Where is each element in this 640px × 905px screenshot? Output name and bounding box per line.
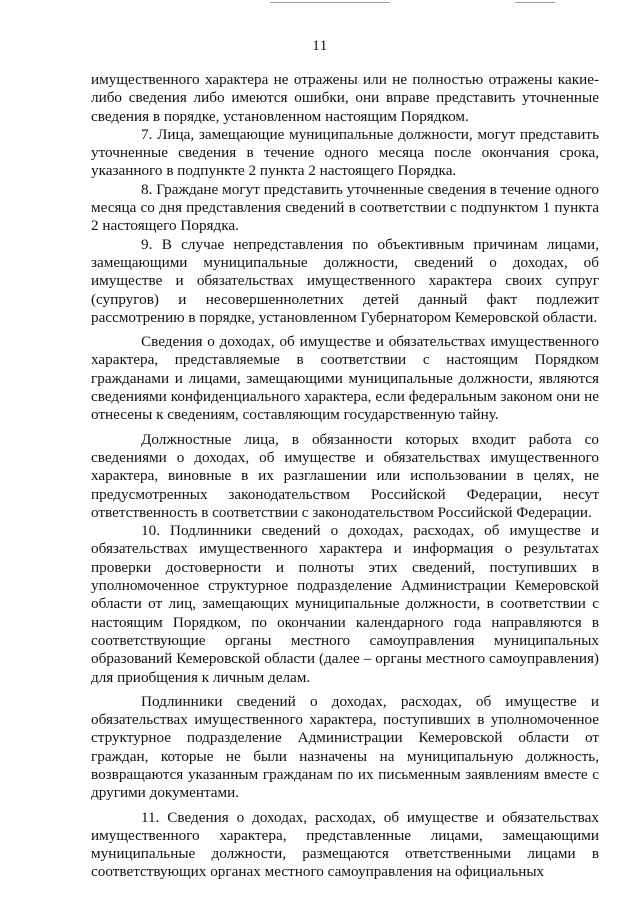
paragraph-11: 11. Сведения о доходах, расходах, об имуществе и обязательствах имущественного характера, представленные лицами, замещающими муниципальные должности, размещаются ответственными лицами в соответствующих органах местного самоуправления на официальных (91, 808, 599, 881)
paragraph-9-responsibility: Должностные лица, в обязанности которых входит работа со сведениями о доходах, об имуществе и обязательствах имущественного характера, виновные в их разглашении или использовании в целях, не предусмотренных законодательством Российской Федерации, несут ответственность в соответствии с законодательством Российской Федерации. (91, 430, 599, 521)
scan-edge-mark (270, 2, 390, 3)
paragraph-7: 7. Лица, замещающие муниципальные должности, могут представить уточненные сведения в течение одного месяца после окончания срока, указанного в подпункте 2 пункта 2 настоящего Порядка. (91, 125, 599, 180)
document-body (91, 71, 599, 882)
scan-edge-marks (0, 0, 640, 6)
page-number: 11 (312, 38, 328, 54)
paragraph-8: 8. Граждане могут представить уточненные сведения в течение одного месяца со дня представления сведений в соответствии с подпунктом 1 пункта 2 настоящего Порядка. (91, 180, 599, 235)
paragraph-9-confidential: Сведения о доходах, об имуществе и обязательствах имущественного характера, представляемые в соответствии с настоящим Порядком гражданами и лицами, замещающими муниципальные должности, являются сведениями конфиденциального характера, если федеральным законом они не отнесены к сведениям, составляющим государственную тайну. (91, 333, 599, 424)
paragraph-9: 9. В случае непредставления по объективным причинам лицами, замещающими муниципальные должности, сведений о доходах, об имуществе и обязательствах имущественного характера своих супруг (супругов) и несовершеннолетних детей данный факт подлежит рассмотрению в порядке, установленном Губернатором Кемеровской области. (91, 235, 599, 326)
scan-edge-mark (515, 2, 555, 3)
paragraph-10-originals: Подлинники сведений о доходах, расходах, об имуществе и обязательствах имущественного характера, поступивших в уполномоченное структурное подразделение Администрации Кемеровской области от граждан, которые не были назначены на муниципальную должность, возвращаются указанным гражданам по их письменным заявлениям вместе с другими документами. (91, 692, 599, 802)
paragraph-continued: имущественного характера не отражены или не полностью отражены какие-либо сведения либо имеются ошибки, они вправе представить уточненные сведения в порядке, установленном настоящим Порядком. (91, 71, 599, 125)
paragraph-10: 10. Подлинники сведений о доходах, расходах, об имуществе и обязательствах имущественного характера и информация о результатах проверки достоверности и полноты этих сведений, поступивших в уполномоченное структурное подразделение Администрации Кемеровской области от лиц, замещающих муниципальные должности, в соответствии с настоящим Порядком, по окончании календарного года направляются в соответствующие органы местного самоуправления муниципальных образований Кемеровской области (далее – органы местного самоуправления) для приобщения к личным делам. (91, 522, 599, 686)
